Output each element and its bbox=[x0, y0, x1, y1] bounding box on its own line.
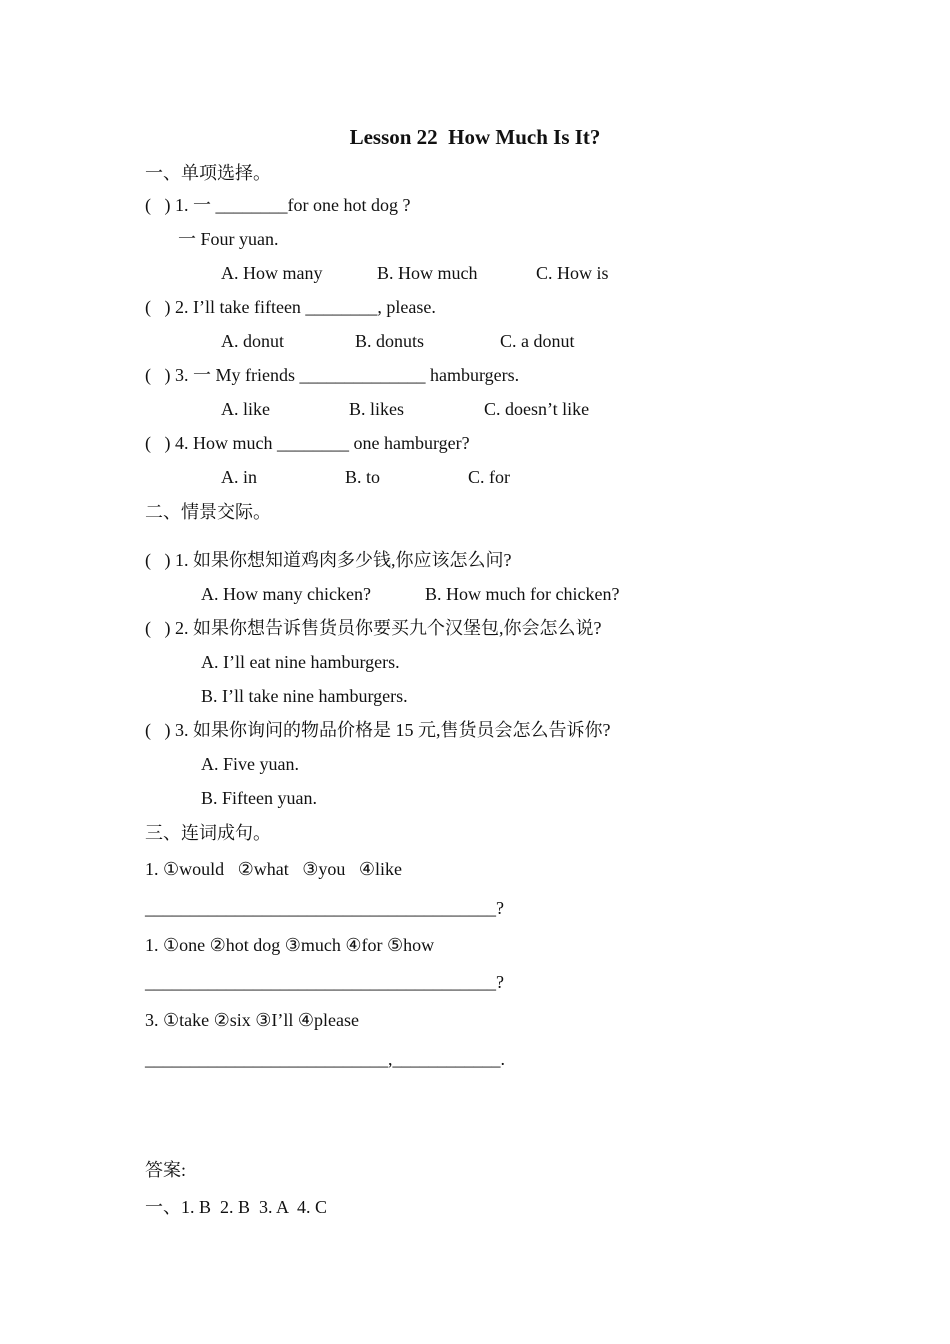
s1-q1-option-b: B. How much bbox=[377, 263, 478, 283]
s1-q1-option-c: C. How is bbox=[536, 263, 609, 283]
s3-q1-answer-line: _______________________________________? bbox=[145, 898, 504, 918]
section1-heading: 一、单项选择。 bbox=[145, 163, 271, 183]
s3-q1-words: 1. ①would ②what ③you ④like bbox=[145, 859, 403, 879]
s2-q1-stem: ( ) 1. 如果你想知道鸡肉多少钱,你应该怎么问? bbox=[145, 550, 512, 570]
s1-q2-option-b: B. donuts bbox=[355, 331, 425, 351]
answers-line-1: 一、1. B 2. B 3. A 4. C bbox=[145, 1197, 328, 1217]
s3-q2-words: 1. ①one ②hot dog ③much ④for ⑤how bbox=[145, 935, 435, 955]
s2-q3-option-b: B. Fifteen yuan. bbox=[201, 788, 317, 808]
page-title: Lesson 22 How Much Is It? bbox=[349, 125, 601, 149]
s2-q2-option-a: A. I’ll eat nine hamburgers. bbox=[201, 652, 400, 672]
s1-q4-option-b: B. to bbox=[345, 467, 381, 487]
s1-q2-option-c: C. a donut bbox=[500, 331, 575, 351]
s2-q2-option-b: B. I’ll take nine hamburgers. bbox=[201, 686, 408, 706]
s1-q3-option-a: A. like bbox=[221, 399, 270, 419]
s3-q2-answer-line: _______________________________________? bbox=[145, 972, 504, 992]
s1-q1-reply: 一 Four yuan. bbox=[178, 229, 279, 249]
s1-q4-option-a: A. in bbox=[221, 467, 257, 487]
s1-q3-option-c: C. doesn’t like bbox=[484, 399, 590, 419]
s1-q4-option-c: C. for bbox=[468, 467, 510, 487]
s2-q3-stem: ( ) 3. 如果你询问的物品价格是 15 元,售货员会怎么告诉你? bbox=[145, 720, 611, 740]
answers-heading: 答案: bbox=[145, 1160, 187, 1180]
s1-q2-option-a: A. donut bbox=[221, 331, 284, 351]
s1-q2-stem: ( ) 2. I’ll take fifteen ________, please. bbox=[145, 297, 436, 317]
s1-q3-option-b: B. likes bbox=[349, 399, 405, 419]
section2-heading: 二、情景交际。 bbox=[145, 502, 271, 522]
s1-q1-option-a: A. How many bbox=[221, 263, 323, 283]
s2-q1-option-a: A. How many chicken? bbox=[201, 584, 371, 604]
s3-q3-words: 3. ①take ②six ③I’ll ④please bbox=[145, 1010, 359, 1030]
s2-q3-option-a: A. Five yuan. bbox=[201, 754, 299, 774]
s1-q4-stem: ( ) 4. How much ________ one hamburger? bbox=[145, 433, 470, 453]
s3-q3-answer-line: ___________________________,____________. bbox=[145, 1049, 505, 1069]
s2-q1-option-b: B. How much for chicken? bbox=[425, 584, 620, 604]
s2-q2-stem: ( ) 2. 如果你想告诉售货员你要买九个汉堡包,你会怎么说? bbox=[145, 618, 602, 638]
section3-heading: 三、连词成句。 bbox=[145, 823, 271, 843]
s1-q3-stem: ( ) 3. 一 My friends ______________ hamburgers. bbox=[145, 365, 520, 385]
s1-q1-stem: ( ) 1. 一 ________for one hot dog ? bbox=[145, 195, 411, 215]
